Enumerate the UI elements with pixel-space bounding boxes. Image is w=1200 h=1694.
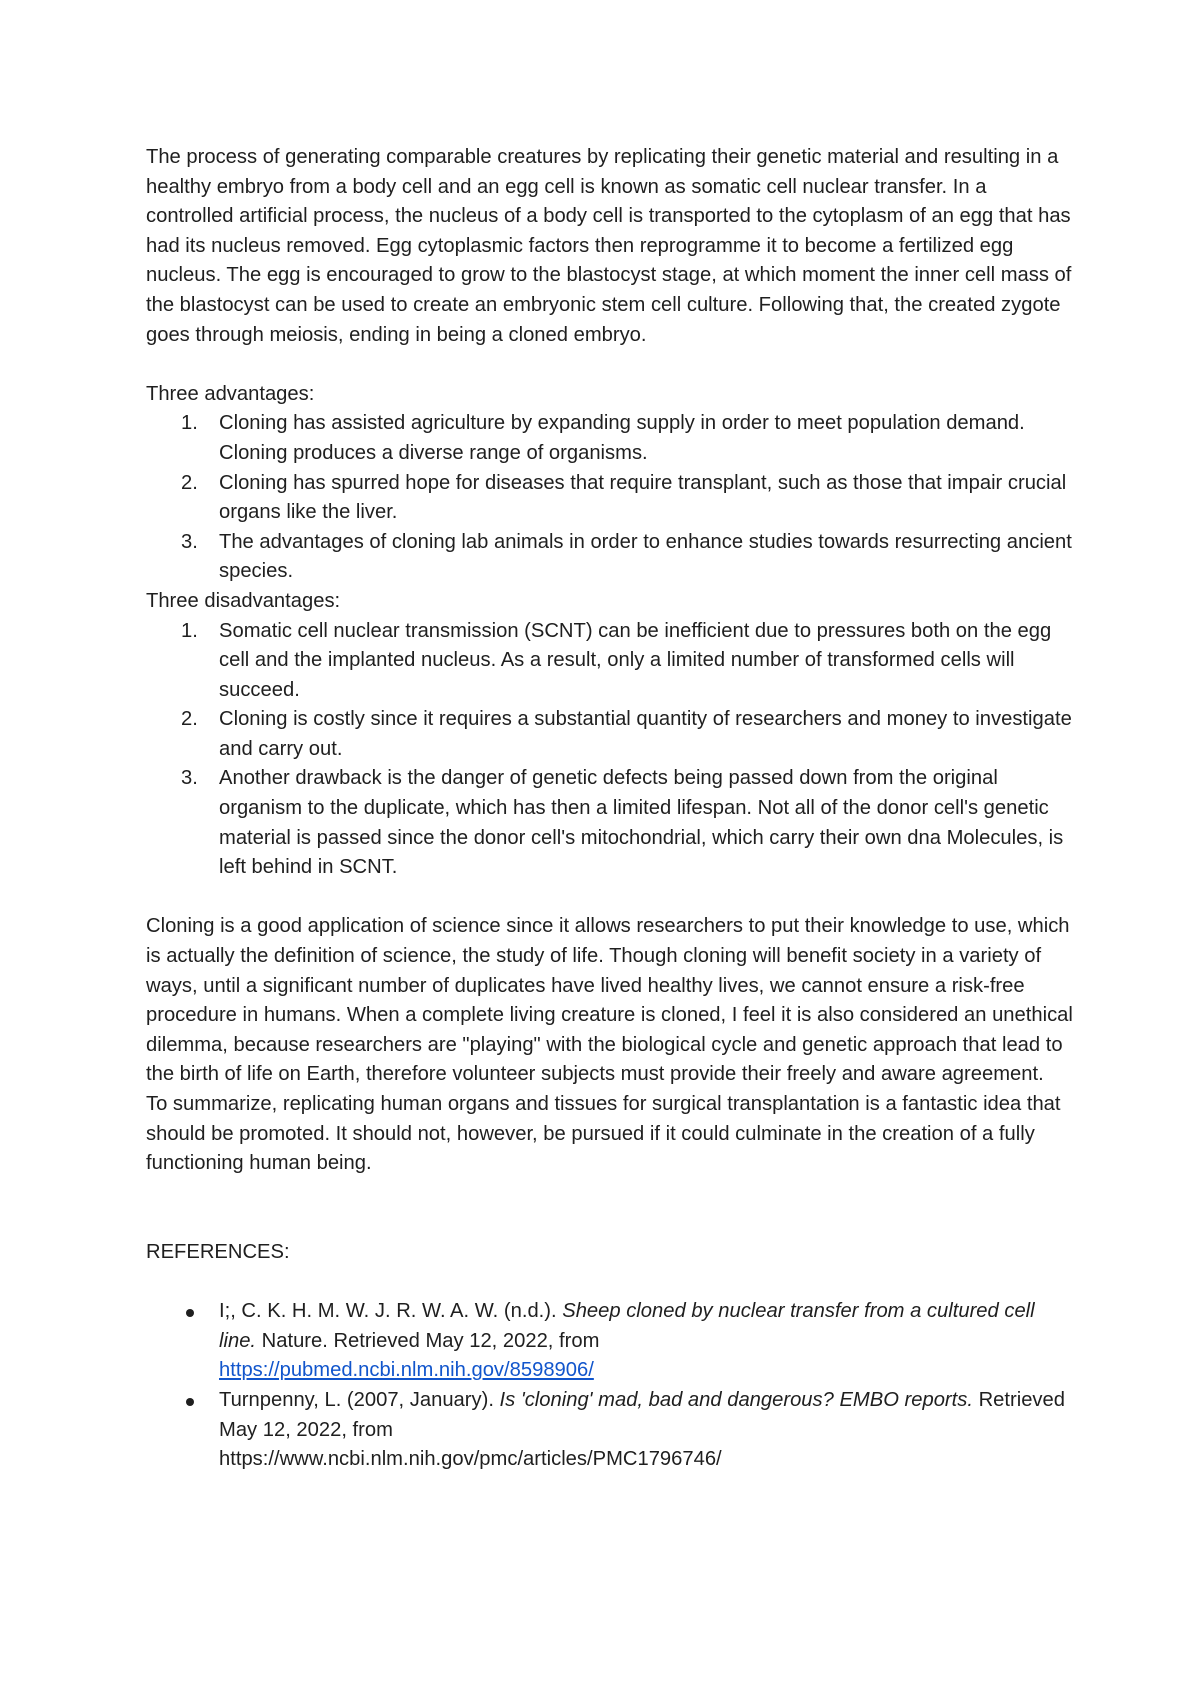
list-item	[146, 705, 1076, 764]
bullet-icon	[186, 1398, 194, 1406]
list-item-text: The advantages of cloning lab animals in order to enhance studies towards resurrecting ancient species.	[219, 530, 1072, 583]
disadvantages-heading: Three disadvantages:	[146, 589, 341, 612]
reference-item	[146, 1297, 1076, 1386]
references-heading: REFERENCES:	[146, 1240, 290, 1263]
reference-title: Sheep cloned by nuclear transfer from a cultured cell line.	[219, 1300, 1035, 1352]
list-number: 2.	[181, 471, 198, 494]
reference-link[interactable]: https://pubmed.ncbi.nlm.nih.gov/8598906/	[219, 1359, 594, 1382]
intro-paragraph: The process of generating comparable creatures by replicating their genetic material and resulting in a healthy embryo from a body cell and an egg cell is known as somatic cell nuclear transfer. In a controlled artificial process, the nucleus of a body cell is transported to the cytoplasm of an egg that has had its nucleus removed. Egg cytoplasmic factors then reprogramme it to become a fertilized egg nucleus. The egg is encouraged to grow to the blastocyst stage, at which moment the inner cell mass of the blastocyst can be used to create an embryonic stem cell culture. Following that, the created zygote goes through meiosis, ending in being a cloned embryo.	[146, 146, 1072, 346]
list-number: 1.	[181, 412, 198, 435]
disadvantages-list	[146, 617, 1076, 883]
reference-source: Nature. Retrieved May 12, 2022, from	[256, 1329, 600, 1352]
list-item-text: Cloning has spurred hope for diseases that require transplant, such as those that impair crucial organs like the liver.	[219, 471, 1067, 524]
list-item	[146, 764, 1076, 882]
list-item	[146, 617, 1076, 706]
advantages-heading: Three advantages:	[146, 382, 315, 405]
list-number: 1.	[181, 619, 198, 642]
reference-authors: Turnpenny, L. (2007, January).	[219, 1388, 500, 1411]
list-number: 3.	[181, 530, 198, 553]
list-item-text: Cloning is costly since it requires a substantial quantity of researchers and money to investigate and carry out.	[219, 708, 1072, 760]
list-item-text: Cloning has assisted agriculture by expanding supply in order to meet population demand. Cloning produces a diverse range of organisms.	[219, 412, 1025, 464]
list-number: 2.	[181, 708, 198, 731]
summary-paragraph: To summarize, replicating human organs and tissues for surgical transplantation is a fantastic idea that should be promoted. It should not, however, be pursued if it could culminate in the creation of a fully functioning human being.	[146, 1093, 1061, 1175]
list-item	[146, 528, 1076, 587]
list-item-text: Another drawback is the danger of genetic defects being passed down from the original organism to the duplicate, which has then a limited lifespan. Not all of the donor cell's genetic material is passed since the donor cell's mitochondrial, which carry their own dna Molecules, is left behind in SCNT.	[219, 767, 1064, 879]
bullet-icon	[186, 1309, 194, 1317]
reference-authors: I;, C. K. H. M. W. J. R. W. A. W. (n.d.).	[219, 1300, 563, 1323]
reference-title: Is 'cloning' mad, bad and dangerous? EMBO reports.	[499, 1388, 973, 1411]
reference-item	[146, 1386, 1076, 1475]
references-list	[146, 1297, 1076, 1475]
advantages-list	[146, 409, 1076, 587]
document-body	[146, 143, 1076, 1475]
list-item	[146, 409, 1076, 468]
reference-url-text: https://www.ncbi.nlm.nih.gov/pmc/articles/PMC1796746/	[219, 1448, 722, 1471]
list-number: 3.	[181, 767, 198, 790]
list-item-text: Somatic cell nuclear transmission (SCNT) can be inefficient due to pressures both on the egg cell and the implanted nucleus. As a result, only a limited number of transformed cells will succeed.	[219, 619, 1052, 701]
opinion-paragraph: Cloning is a good application of science since it allows researchers to put their knowledge to use, which is actually the definition of science, the study of life. Though cloning will benefit society in a variety of ways, until a significant number of duplicates have lived healthy lives, we cannot ensure a risk-free procedure in humans. When a complete living creature is cloned, I feel it is also considered an unethical dilemma, because researchers are "playing" with the biological cycle and genetic approach that lead to the birth of life on Earth, therefore volunteer subjects must provide their freely and aware agreement.	[146, 915, 1073, 1086]
reference-source: Retrieved May 12, 2022, from	[219, 1388, 1065, 1441]
list-item	[146, 469, 1076, 528]
